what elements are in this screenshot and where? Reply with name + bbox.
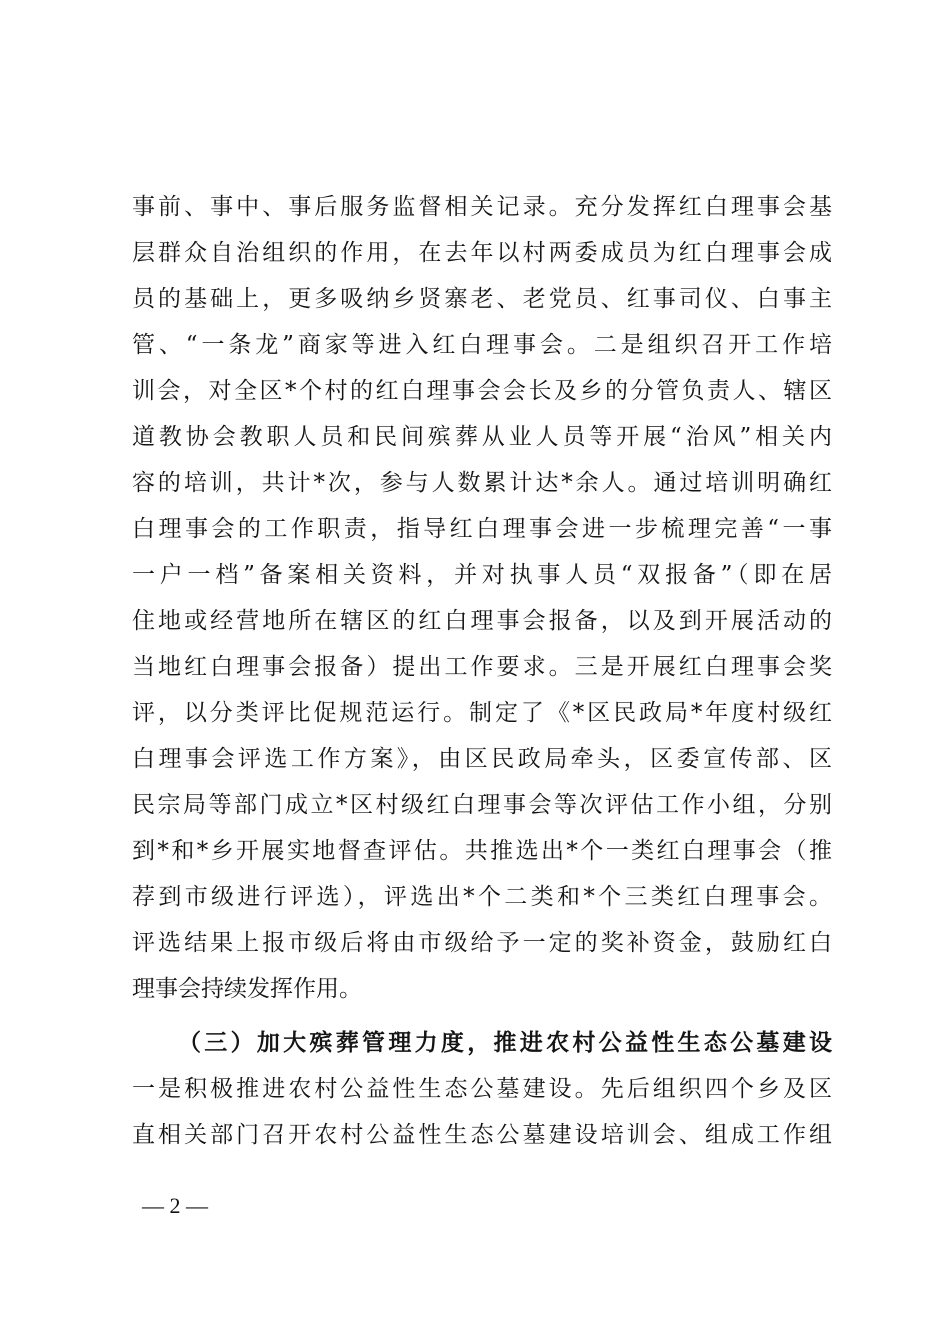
- text-line: 直相关部门召开农村公益性生态公墓建设培训会、组成工作组: [132, 1122, 832, 1148]
- text-line: 白理事会评选工作方案》，由区民政局牵头，区委宣传部、区: [132, 746, 832, 772]
- text-line: 管、“一条龙”商家等进入红白理事会。二是组织召开工作培: [132, 332, 832, 358]
- text-line: 训会，对全区*个村的红白理事会会长及乡的分管负责人、辖区: [132, 378, 832, 404]
- text-line: 评，以分类评比促规范运行。制定了《*区民政局*年度村级红: [132, 700, 832, 726]
- body-text: [132, 184, 832, 1158]
- text-line: 荐到市级进行评选），评选出*个二类和*个三类红白理事会。: [132, 884, 832, 910]
- text-line: 道教协会教职人员和民间殡葬从业人员等开展“治风”相关内: [132, 424, 832, 450]
- text-line: 住地或经营地所在辖区的红白理事会报备，以及到开展活动的: [132, 608, 832, 634]
- text-line: 容的培训，共计*次，参与人数累计达*余人。通过培训明确红: [132, 470, 832, 496]
- text-line: 事前、事中、事后服务监督相关记录。充分发挥红白理事会基: [132, 194, 832, 220]
- page-number: — 2 —: [142, 1193, 208, 1218]
- text-line: 白理事会的工作职责，指导红白理事会进一步梳理完善“一事: [132, 516, 832, 542]
- text-line: 到*和*乡开展实地督查评估。共推选出*个一类红白理事会（推: [132, 838, 832, 864]
- text-line: 员的基础上，更多吸纳乡贤寨老、老党员、红事司仪、白事主: [132, 286, 832, 312]
- text-line: 一户一档”备案相关资料，并对执事人员“双报备”（即在居: [132, 562, 832, 588]
- text-line: 一是积极推进农村公益性生态公墓建设。先后组织四个乡及区: [132, 1076, 832, 1102]
- text-line: 理事会持续发挥作用。: [132, 976, 362, 1002]
- text-line: 层群众自治组织的作用，在去年以村两委成员为红白理事会成: [132, 240, 832, 266]
- text-line: 民宗局等部门成立*区村级红白理事会等次评估工作小组，分别: [132, 792, 832, 818]
- text-line: 当地红白理事会报备）提出工作要求。三是开展红白理事会奖: [132, 654, 832, 680]
- paragraph-gap: [132, 1012, 832, 1020]
- section-heading: （三）加大殡葬管理力度，推进农村公益性生态公墓建设: [178, 1030, 832, 1056]
- text-line: 评选结果上报市级后将由市级给予一定的奖补资金，鼓励红白: [132, 930, 832, 956]
